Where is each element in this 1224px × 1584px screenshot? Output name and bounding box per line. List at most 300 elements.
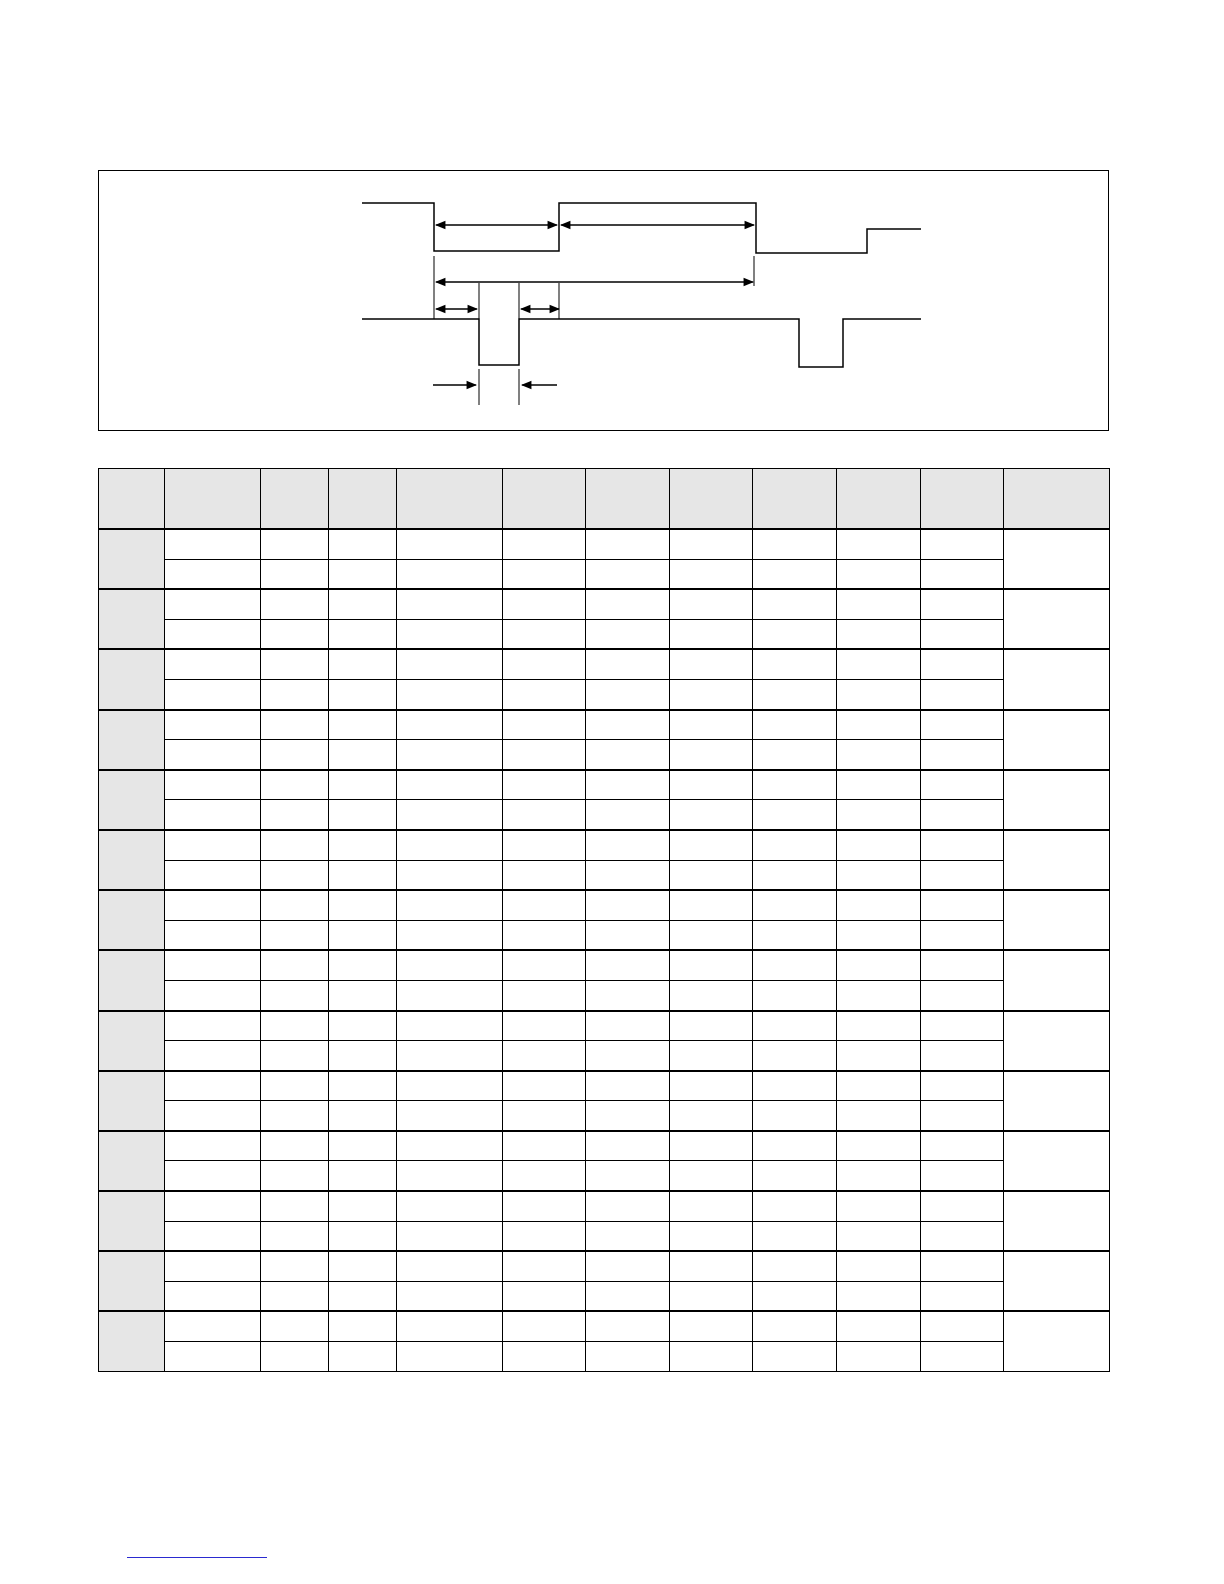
table-cell	[261, 1191, 329, 1221]
table-cell	[261, 890, 329, 920]
table-cell	[921, 1221, 1004, 1251]
table-cell	[670, 710, 753, 740]
table-cell	[165, 920, 261, 950]
table-cell	[503, 1342, 586, 1372]
footnote-rule	[127, 1557, 267, 1558]
table-cell	[670, 1191, 753, 1221]
table-cell	[753, 649, 837, 679]
table-cell	[837, 860, 921, 890]
table-body	[99, 529, 1110, 1371]
table-cell	[670, 1011, 753, 1041]
table-cell	[261, 1161, 329, 1191]
table-cell	[670, 920, 753, 950]
table-cell	[670, 740, 753, 770]
table-row	[99, 1251, 1110, 1281]
table-cell	[670, 679, 753, 709]
table-row	[99, 740, 1110, 770]
table-cell	[586, 1161, 670, 1191]
table-cell	[837, 770, 921, 800]
group-remark-cell	[1004, 1131, 1110, 1191]
table-cell	[503, 649, 586, 679]
table-cell	[165, 770, 261, 800]
table-cell	[586, 920, 670, 950]
table-cell	[503, 1101, 586, 1131]
table-cell	[503, 559, 586, 589]
table-cell	[586, 1251, 670, 1281]
table-cell	[837, 1131, 921, 1161]
table-cell	[329, 1281, 397, 1311]
table-row	[99, 1161, 1110, 1191]
table-cell	[837, 1342, 921, 1372]
table-cell	[921, 1281, 1004, 1311]
table-row	[99, 1101, 1110, 1131]
table-cell	[397, 800, 503, 830]
table-cell	[165, 589, 261, 619]
column-header	[586, 469, 670, 530]
table-cell	[753, 950, 837, 980]
table-cell	[261, 1041, 329, 1071]
table-cell	[261, 1221, 329, 1251]
table-cell	[753, 559, 837, 589]
table-cell	[261, 1281, 329, 1311]
table-cell	[670, 890, 753, 920]
table-row	[99, 1311, 1110, 1341]
table-cell	[753, 770, 837, 800]
table-cell	[921, 740, 1004, 770]
table-cell	[397, 589, 503, 619]
table-cell	[261, 1342, 329, 1372]
table-cell	[165, 619, 261, 649]
table-cell	[329, 1131, 397, 1161]
table-cell	[503, 1131, 586, 1161]
column-header	[670, 469, 753, 530]
table-cell	[921, 1161, 1004, 1191]
table-cell	[261, 710, 329, 740]
table-row	[99, 559, 1110, 589]
table-cell	[503, 1161, 586, 1191]
lower-signal-trace	[362, 319, 921, 367]
table-cell	[397, 559, 503, 589]
table-row	[99, 1041, 1110, 1071]
table-cell	[586, 740, 670, 770]
table-cell	[753, 860, 837, 890]
table-cell	[397, 890, 503, 920]
table-cell	[586, 1342, 670, 1372]
table-cell	[837, 1311, 921, 1341]
table-row	[99, 890, 1110, 920]
table-cell	[503, 679, 586, 709]
table-cell	[837, 710, 921, 740]
table-cell	[261, 980, 329, 1010]
group-remark-cell	[1004, 1311, 1110, 1371]
table-cell	[329, 860, 397, 890]
table-cell	[165, 1221, 261, 1251]
table-cell	[329, 920, 397, 950]
table-cell	[261, 679, 329, 709]
table-cell	[397, 1071, 503, 1101]
table-cell	[837, 559, 921, 589]
table-cell	[503, 1251, 586, 1281]
table-cell	[329, 1342, 397, 1372]
table-cell	[165, 1311, 261, 1341]
table-cell	[670, 1221, 753, 1251]
table-cell	[165, 1161, 261, 1191]
group-label-cell	[99, 890, 165, 950]
column-header	[397, 469, 503, 530]
table-cell	[586, 1041, 670, 1071]
upper-signal-trace	[362, 203, 921, 253]
table-cell	[837, 679, 921, 709]
table-row	[99, 770, 1110, 800]
group-remark-cell	[1004, 770, 1110, 830]
table-cell	[670, 619, 753, 649]
table-cell	[165, 1131, 261, 1161]
table-cell	[753, 1342, 837, 1372]
group-remark-cell	[1004, 529, 1110, 589]
group-remark-cell	[1004, 890, 1110, 950]
table-cell	[329, 1011, 397, 1041]
table-cell	[837, 529, 921, 559]
table-cell	[837, 830, 921, 860]
group-label-cell	[99, 589, 165, 649]
table-cell	[837, 920, 921, 950]
table-cell	[397, 619, 503, 649]
table-cell	[165, 980, 261, 1010]
table-cell	[586, 559, 670, 589]
table-cell	[837, 589, 921, 619]
table-cell	[397, 649, 503, 679]
column-header	[837, 469, 921, 530]
table-cell	[753, 980, 837, 1010]
table-cell	[753, 679, 837, 709]
group-label-cell	[99, 710, 165, 770]
table-cell	[753, 920, 837, 950]
table-cell	[503, 1041, 586, 1071]
table-cell	[586, 1071, 670, 1101]
table-cell	[921, 1041, 1004, 1071]
table-cell	[921, 1311, 1004, 1341]
table-cell	[165, 559, 261, 589]
table-cell	[261, 619, 329, 649]
table-cell	[503, 770, 586, 800]
table-cell	[397, 1041, 503, 1071]
table-cell	[165, 1281, 261, 1311]
group-remark-cell	[1004, 710, 1110, 770]
table-cell	[753, 1311, 837, 1341]
table-cell	[165, 1011, 261, 1041]
group-remark-cell	[1004, 1011, 1110, 1071]
table-cell	[586, 1011, 670, 1041]
table-cell	[586, 1281, 670, 1311]
table-cell	[165, 529, 261, 559]
table-cell	[753, 1071, 837, 1101]
table-cell	[753, 1161, 837, 1191]
table-row	[99, 589, 1110, 619]
table-cell	[397, 679, 503, 709]
table-cell	[329, 1041, 397, 1071]
table-cell	[261, 1131, 329, 1161]
table-cell	[503, 529, 586, 559]
table-cell	[397, 1131, 503, 1161]
table-cell	[397, 1311, 503, 1341]
table-cell	[397, 1191, 503, 1221]
column-header	[261, 469, 329, 530]
table-cell	[329, 770, 397, 800]
table-cell	[586, 710, 670, 740]
table-cell	[753, 1281, 837, 1311]
column-header	[921, 469, 1004, 530]
table-row	[99, 1281, 1110, 1311]
table-cell	[837, 1011, 921, 1041]
table-cell	[503, 1011, 586, 1041]
table-cell	[261, 1311, 329, 1341]
table-row	[99, 920, 1110, 950]
table-row	[99, 619, 1110, 649]
table-cell	[503, 1191, 586, 1221]
table-cell	[261, 589, 329, 619]
table-cell	[397, 1101, 503, 1131]
table-cell	[921, 619, 1004, 649]
group-remark-cell	[1004, 649, 1110, 709]
column-header	[503, 469, 586, 530]
table-cell	[670, 649, 753, 679]
table-cell	[261, 950, 329, 980]
column-header	[329, 469, 397, 530]
table-row	[99, 950, 1110, 980]
table-cell	[753, 1251, 837, 1281]
table-cell	[670, 1131, 753, 1161]
table-cell	[586, 1311, 670, 1341]
table-cell	[670, 1251, 753, 1281]
table-cell	[921, 1251, 1004, 1281]
table-cell	[753, 1191, 837, 1221]
table-row	[99, 1071, 1110, 1101]
table-cell	[397, 860, 503, 890]
table-cell	[503, 800, 586, 830]
table-cell	[165, 710, 261, 740]
table-cell	[165, 1101, 261, 1131]
table-cell	[397, 950, 503, 980]
group-remark-cell	[1004, 589, 1110, 649]
table-cell	[921, 679, 1004, 709]
table-cell	[837, 1041, 921, 1071]
table-cell	[586, 1101, 670, 1131]
table-cell	[586, 589, 670, 619]
column-header	[99, 469, 165, 530]
table-cell	[165, 1041, 261, 1071]
timing-diagram	[98, 170, 1109, 431]
table-cell	[921, 1131, 1004, 1161]
table-cell	[753, 1011, 837, 1041]
table-cell	[921, 1191, 1004, 1221]
table-cell	[670, 529, 753, 559]
table-cell	[503, 950, 586, 980]
table-cell	[586, 679, 670, 709]
table-cell	[329, 980, 397, 1010]
table-cell	[921, 920, 1004, 950]
table-cell	[397, 1342, 503, 1372]
table-cell	[329, 1071, 397, 1101]
table-cell	[753, 830, 837, 860]
table-cell	[837, 1221, 921, 1251]
table-cell	[670, 830, 753, 860]
table-cell	[397, 830, 503, 860]
table-cell	[921, 800, 1004, 830]
table-cell	[397, 1161, 503, 1191]
table-cell	[329, 1161, 397, 1191]
table-cell	[165, 800, 261, 830]
column-header	[753, 469, 837, 530]
column-header	[165, 469, 261, 530]
table-cell	[670, 950, 753, 980]
table-cell	[670, 980, 753, 1010]
table-cell	[586, 1131, 670, 1161]
table-cell	[165, 679, 261, 709]
table-cell	[165, 740, 261, 770]
table-cell	[837, 980, 921, 1010]
table-cell	[329, 589, 397, 619]
table-cell	[261, 1101, 329, 1131]
table-cell	[837, 1281, 921, 1311]
table-cell	[329, 1101, 397, 1131]
table-cell	[837, 800, 921, 830]
table-cell	[921, 1011, 1004, 1041]
table-cell	[670, 770, 753, 800]
table-cell	[753, 710, 837, 740]
table-cell	[261, 529, 329, 559]
table-cell	[261, 860, 329, 890]
table-cell	[261, 1011, 329, 1041]
table-cell	[503, 890, 586, 920]
table-row	[99, 980, 1110, 1010]
table-cell	[261, 770, 329, 800]
table-cell	[503, 740, 586, 770]
table-cell	[753, 1221, 837, 1251]
group-label-cell	[99, 950, 165, 1010]
table-cell	[329, 679, 397, 709]
table-cell	[586, 770, 670, 800]
table-cell	[586, 1191, 670, 1221]
table-cell	[921, 1071, 1004, 1101]
table-cell	[329, 710, 397, 740]
table-row	[99, 1191, 1110, 1221]
table-cell	[921, 890, 1004, 920]
table-cell	[165, 649, 261, 679]
table-cell	[503, 710, 586, 740]
table-cell	[329, 890, 397, 920]
table-cell	[261, 740, 329, 770]
table-cell	[837, 1071, 921, 1101]
group-remark-cell	[1004, 1071, 1110, 1131]
table-cell	[586, 980, 670, 1010]
table-cell	[586, 950, 670, 980]
table-cell	[921, 1101, 1004, 1131]
table-cell	[165, 950, 261, 980]
group-label-cell	[99, 529, 165, 589]
table-cell	[586, 619, 670, 649]
table-cell	[165, 1342, 261, 1372]
table-cell	[670, 559, 753, 589]
table-cell	[165, 860, 261, 890]
table-cell	[165, 830, 261, 860]
table-cell	[329, 619, 397, 649]
table-cell	[503, 830, 586, 860]
group-label-cell	[99, 649, 165, 709]
table-cell	[329, 559, 397, 589]
table-cell	[921, 710, 1004, 740]
table-cell	[670, 800, 753, 830]
table-cell	[837, 619, 921, 649]
table-cell	[586, 860, 670, 890]
table-cell	[397, 980, 503, 1010]
table-cell	[397, 1011, 503, 1041]
table-cell	[586, 649, 670, 679]
table-cell	[921, 950, 1004, 980]
table-cell	[397, 920, 503, 950]
table-cell	[670, 1041, 753, 1071]
table-row	[99, 1011, 1110, 1041]
table-cell	[329, 1191, 397, 1221]
table-cell	[397, 1251, 503, 1281]
group-label-cell	[99, 830, 165, 890]
table-cell	[261, 1071, 329, 1101]
table-cell	[165, 1191, 261, 1221]
table-cell	[753, 589, 837, 619]
table-cell	[503, 589, 586, 619]
table-cell	[329, 1221, 397, 1251]
column-header	[1004, 469, 1110, 530]
group-label-cell	[99, 1311, 165, 1371]
table-row	[99, 529, 1110, 559]
group-label-cell	[99, 1011, 165, 1071]
group-label-cell	[99, 1191, 165, 1251]
table-cell	[670, 1161, 753, 1191]
table-cell	[329, 830, 397, 860]
table-cell	[586, 830, 670, 860]
table-row	[99, 1221, 1110, 1251]
table-cell	[921, 980, 1004, 1010]
table-cell	[165, 1071, 261, 1101]
table-cell	[329, 800, 397, 830]
group-label-cell	[99, 770, 165, 830]
table-cell	[165, 890, 261, 920]
table-cell	[397, 740, 503, 770]
timing-table	[98, 468, 1110, 1372]
group-label-cell	[99, 1251, 165, 1311]
table-cell	[837, 1161, 921, 1191]
group-remark-cell	[1004, 830, 1110, 890]
table-row	[99, 800, 1110, 830]
table-row	[99, 649, 1110, 679]
table-cell	[503, 619, 586, 649]
timing-waveform	[99, 171, 1108, 430]
table-cell	[837, 1191, 921, 1221]
table-cell	[261, 830, 329, 860]
table-cell	[397, 710, 503, 740]
table-cell	[837, 740, 921, 770]
table-cell	[921, 860, 1004, 890]
table-row	[99, 710, 1110, 740]
table-cell	[261, 1251, 329, 1281]
table-cell	[261, 920, 329, 950]
table-cell	[503, 1311, 586, 1341]
table-cell	[329, 740, 397, 770]
table-row	[99, 830, 1110, 860]
table-cell	[586, 800, 670, 830]
table-cell	[586, 1221, 670, 1251]
table-cell	[397, 529, 503, 559]
table-cell	[329, 1251, 397, 1281]
